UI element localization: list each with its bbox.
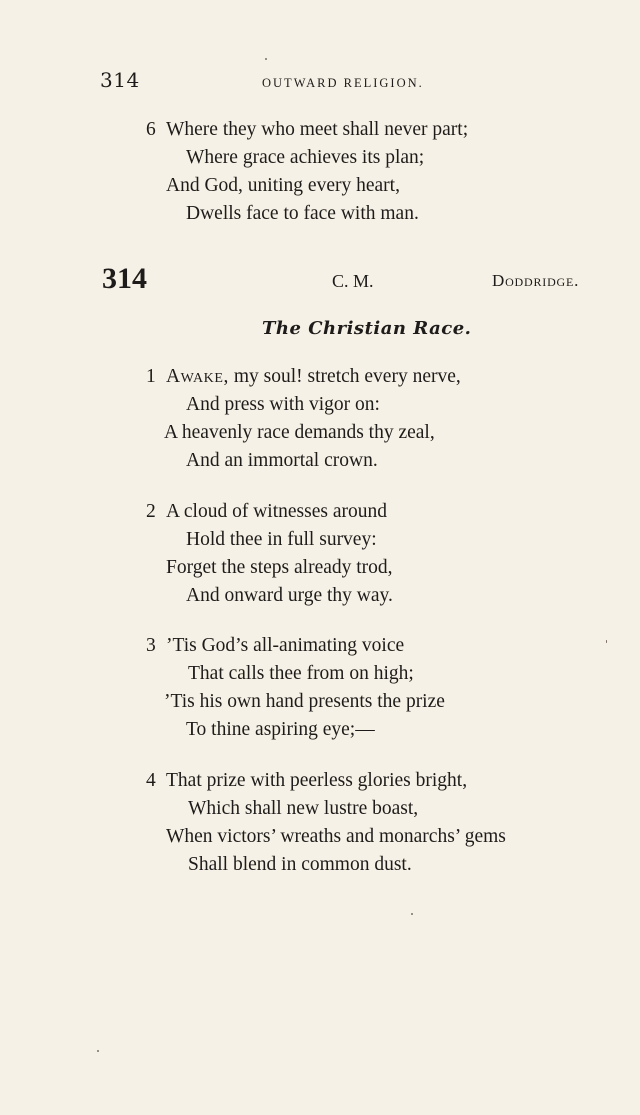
stanza-line: That calls thee from on high;	[188, 663, 414, 684]
stanza-line-text: ’Tis God’s all-animating voice	[166, 635, 405, 656]
stanza-line	[146, 501, 387, 523]
stanza-line: And an immortal crown.	[186, 450, 378, 471]
stanza-line: A heavenly race demands thy zeal,	[164, 422, 435, 443]
stanza-line: Which shall new lustre boast,	[188, 798, 419, 819]
stanza-line: Forget the steps already trod,	[166, 557, 393, 578]
stanza-line-text: my soul! stretch every nerve,	[229, 366, 461, 387]
paper-speck	[265, 58, 267, 60]
hymn-title: The Christian Race.	[262, 318, 472, 339]
stanza-line	[146, 635, 404, 657]
stanza-line	[146, 366, 461, 388]
stanza-line: And God, uniting every heart,	[166, 175, 400, 196]
paper-speck	[606, 640, 607, 643]
paper-speck	[411, 913, 413, 915]
stanza-line: And onward urge thy way.	[186, 585, 393, 606]
paper-speck	[97, 1050, 99, 1052]
stanza-number: 4	[146, 770, 156, 791]
running-head: OUTWARD RELIGION.	[262, 76, 424, 90]
stanza-line: Dwells face to face with man.	[186, 203, 419, 224]
stanza-line: Shall blend in common dust.	[188, 854, 412, 875]
stanza-line-text: A cloud of witnesses around	[166, 501, 387, 522]
stanza-line: When victors’ wreaths and monarchs’ gems	[166, 826, 506, 847]
hymn-meter: C. M.	[332, 271, 374, 291]
stanza-line: And press with vigor on:	[186, 394, 380, 415]
stanza-line	[146, 770, 467, 792]
hymn-number: 314	[102, 262, 147, 295]
stanza-line: To thine aspiring eye;—	[186, 719, 375, 740]
hymn-author: Doddridge.	[492, 271, 580, 290]
stanza-number: 6	[146, 119, 156, 140]
stanza-number: 2	[146, 501, 156, 522]
page-number: 314	[100, 68, 140, 92]
stanza-number: 3	[146, 635, 156, 656]
stanza-line: Hold thee in full survey:	[186, 529, 377, 550]
stanza-line-text: That prize with peerless glories bright,	[166, 770, 468, 791]
stanza-line	[146, 119, 468, 141]
stanza-first-word: Awake,	[166, 366, 229, 387]
stanza-line-text: Where they who meet shall never part;	[166, 119, 469, 140]
stanza-number: 1	[146, 366, 156, 387]
stanza-line: Where grace achieves its plan;	[186, 147, 425, 168]
stanza-line: ’Tis his own hand presents the prize	[164, 691, 445, 712]
